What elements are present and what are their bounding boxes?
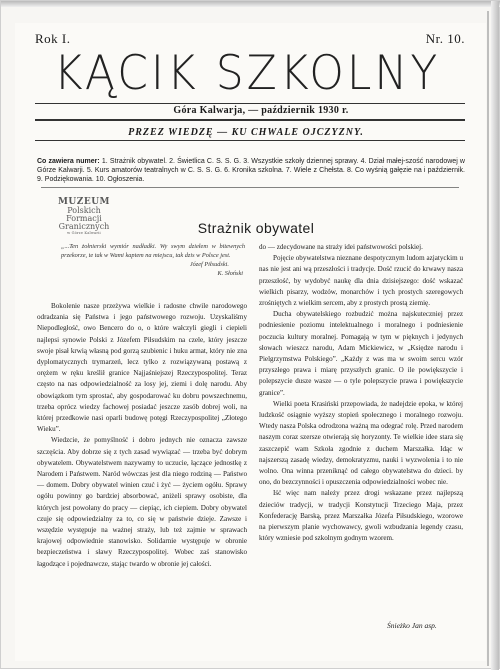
- table-of-contents: [37, 157, 465, 184]
- masthead-title: KĄCIK SZKOLNY: [53, 45, 441, 102]
- page-edge-top: [1, 1, 500, 7]
- article-title: Strażnik obywatel: [197, 220, 315, 236]
- place-date: Góra Kalwarja, — październik 1930 r.: [173, 105, 349, 116]
- issue-year: Rok I.: [35, 31, 71, 46]
- article-paragraph: Ducha obywatelskiego rozbudzić można najskuteczniej przez podniesienie poziomu intelektualnego i moralnego i podniesienie poczucia kultury moralnej. Pomagają w tym w pięknych i jedynych słowach wieszcz narodu, Adam Mickiewicz, w „Księdze narodu i Pielgrzymstwa Polskiego”. „Każdy z was ma w swoim sercu wzór przyszłego prawa i miarę przyszłych granic. O ile powiększycie i polepszycie dusze wasze — o tyle polepszycie prawa i powiększycie granice”.: [259, 310, 463, 397]
- page-edge-shadow: [487, 11, 489, 666]
- article-paragraph: Wiedzcie, że pomyślność i dobro jednych nie oznacza zawsze szczęścia. Aby dobrze się z tych zasad wywiązać — trzeba być dobrym obywatelem. Obywatelstwem nazywamy to uczucie, łączące jednostkę z Narodem i Państwem. Naród wówczas jest dla niego rodziną — Państwo — domem. Dobry obywatel winien czuć i żyć — życiem ogółu. Sprawy ogółu powinny go bardziej absorbować, aniżeli sprawy osobiste, dla których jest powołany do pracy — ciepiąc, ich ciepiem. Dobry obywatel czuje się odpowiedzialny za to, co się w państwie dzieje. Zawsze i wszędzie występuje na ważnej straży, lub też zajmie w sprawach krajowej odpowiednie stanowisko. Solidarnie występuje w obronie bezpieczeństwa i sławy Rzeczypospolitej. Wobec zaś stanowisko łagodzące i pojednawcze, stając twardo w obronie jej całości.: [37, 436, 247, 568]
- issue-number: Nr. 10.: [425, 31, 465, 46]
- masthead-rule-thick: [35, 119, 465, 121]
- stamp-line-2: Polskich: [67, 206, 101, 215]
- masthead-rule-top: [35, 103, 465, 104]
- newspaper-motto: PRZEZ WIEDZĘ — KU CHWALE OJCZYZNY.: [128, 127, 364, 138]
- article-column-left: [37, 301, 247, 570]
- article-signature: Śnieżko Jan asp.: [387, 621, 437, 630]
- stamp-line-4: Granicznych: [58, 222, 110, 231]
- contents-text: 1. Strażnik obywatel. 2. Świetlica C. S. S. G. 3. Wszystkie szkoły dziennej sprawy. 4. Dział małej-szość narodowej w Górze Kalwarji. 5. Kurs amatorów teatralnych w C. S. S. G. 6. Kronika szkolna. 7. Wiele z Chełsta. 8. Co wyśnią gałęzie na i październik. 9. Podziękowania. 10. Ogłoszenia.: [37, 158, 465, 183]
- museum-stamp: [53, 197, 115, 235]
- article-paragraph: Pojęcie obywatelstwa nieznane despotycznym ludom azjatyckim u nas nie jest ani wą przeszłości i tradycje. Dość rzucić do krwawy nasza przeszłość, by wydobyć naukę dla dnia dzisiejszego: dość wskazać wielkich pisarzy, wodzów, monarchów i tych prostych szeregowych zrośniętych z wielkim sercem, aby z prostych prostą ziemię.: [259, 254, 463, 308]
- article-paragraph: do — zdecydowane na straży idei państwowości polskiej.: [259, 243, 423, 251]
- article-paragraph: Bokolenie nasze przeżywa wielkie i radosne chwile narodowego odradzania się Państwa i jego państwowego rozwoju. Uzyskaliśmy Niepodległość, owo Bencero do o, o które wałczyli giegli i ciepieli najlepsi synowie Polski z Józefem Piłsudskim na czele, który jeszcze swoje pisał krwią własną pod gorzą szubienic i huku armat, który nie zna dyplomatycznych trymarzeń, lecz tylko z rozwiązywaną postawą z orężem w ręku kreślił granice Najjaśniejszej Rzeczypospolitej. Teraz często na nas odpowiedzialność za losy jej, ziemi i dolę narodu. Aby obowiązkom tym sprostać, aby gospodarować ku dobru powszechnemu, trzeba oprócz wiedzy fachowej posiadać jeszcze zasób dobrej woli, na której przedkowie nasi oparli budowę potęgi Rzeczypospolitej „Złotego Wieku”.: [37, 302, 247, 434]
- motto-rule: [35, 140, 465, 141]
- epigraph-text: „...Ten żołnierski wymiór nadładki. Wy swym dziełem w bitewnych przekorze, te tak w Wami kaptem na miejscu, tak dzis w Polsce jest.: [61, 243, 245, 259]
- epigraph-source: K. Słoński: [217, 270, 243, 277]
- stamp-line-3: Formacji: [66, 214, 102, 223]
- stamp-line-1: MUZEUM: [57, 197, 111, 207]
- article-column-right: [259, 242, 463, 544]
- contents-rule: [41, 187, 459, 188]
- article-paragraph: Wielki poeta Krasiński przepowiada, że nadejdzie epoka, w której ludzkość osiągnie wyższy stopień społecznego i moralnego rozwoju. Wtedy nasza Polska odrodzona ważną ma odegrać rolę. Przed narodem naszym coraz szersze otwierają się horyzonty. Te wielkie idee stara się zaszczepić wam Szkoła zgodnie z duchem Marszałka. Idąc w najszerszą zasadę wiedzy, demokratyzmu, nauki i wyzwolenia i to nie wolno. Ona winna przeniknąć od całego obywatelstwa do dzieci. by ono, do bezczynności i opuszczenia odpowiedzialności wobec nie.: [259, 399, 463, 487]
- epigraph-author: Józef Piłsudski.: [189, 261, 229, 268]
- contents-label: Co zawiera numer:: [37, 158, 100, 165]
- stamp-line-5: w Górze Kalwarii: [67, 231, 101, 235]
- page-edge-right: [491, 1, 499, 670]
- article-paragraph: Iść więc nam należy przez drogi wskazane przez najlepszą dzieciów tradycji, w tradycji Konstytucji Trzeciego Maja, przez Konfederację Barską, przez Marszałka Józefa Piłsudskiego, wzorowe na pierwszym planie wychowawcy, gwoli wzbudzania legendy czasu, który wzniesie pod szkolnym godnym wzorem.: [259, 489, 463, 543]
- article-epigraph: [61, 242, 245, 278]
